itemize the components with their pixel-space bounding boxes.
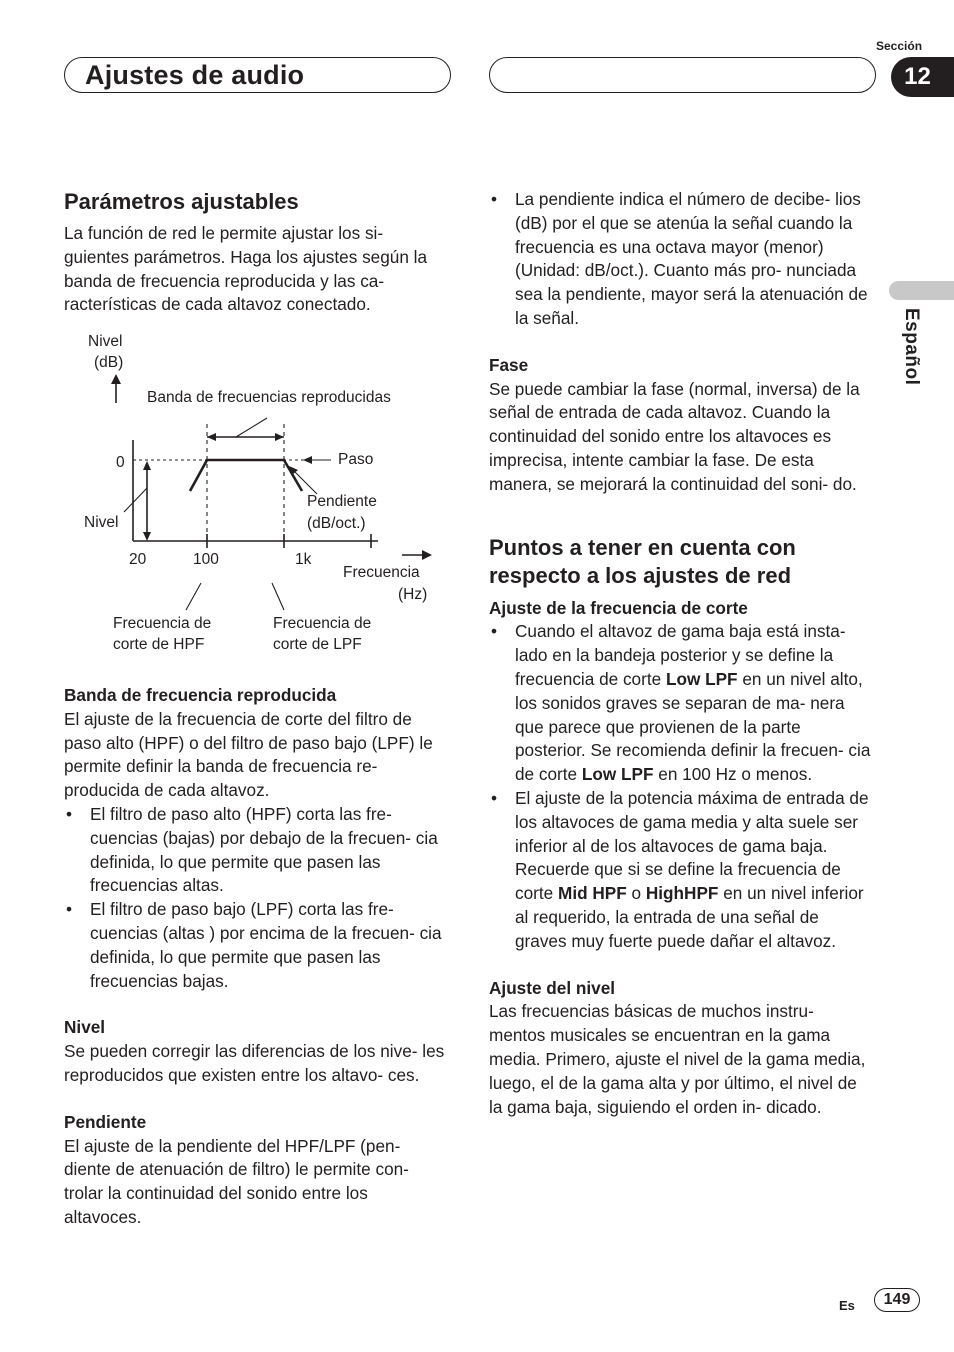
left-column-body bbox=[64, 684, 449, 1230]
section-label: Sección bbox=[876, 39, 923, 53]
diagram-lpf-label-1: Frecuencia de bbox=[273, 615, 372, 632]
corte-b1-text-3: en 100 Hz o menos. bbox=[653, 764, 813, 785]
diagram-nivel-label: Nivel bbox=[84, 514, 119, 531]
lpf-leader bbox=[272, 583, 284, 610]
heading-puntos: Puntos a tener en cuenta con respecto a los ajustes de red bbox=[489, 534, 796, 588]
footer-language: Es bbox=[839, 1298, 855, 1313]
corte-b1-text-1: Cuando el altavoz de gama baja está insta- lado en la bandeja posterior y se define la frecuencia de corte bbox=[515, 621, 846, 689]
corte-bullet-2 bbox=[489, 787, 874, 954]
pendiente-arrowhead bbox=[289, 466, 298, 475]
heading-ajuste-nivel: Ajuste del nivel bbox=[489, 977, 616, 998]
heading-nivel: Nivel bbox=[64, 1017, 106, 1038]
freq-arrowhead bbox=[422, 550, 432, 560]
header-blank-box bbox=[489, 57, 876, 93]
diagram-tick-1k: 1k bbox=[295, 551, 312, 568]
diagram-hpf-label-2: corte de HPF bbox=[113, 636, 205, 653]
heading-fase: Fase bbox=[489, 354, 529, 375]
diagram-hpf-label-1: Frecuencia de bbox=[113, 615, 212, 632]
diagram-band-label: Banda de frecuencias reproducidas bbox=[147, 389, 391, 406]
corte-bullet-1 bbox=[489, 620, 874, 787]
diagram-paso-label: Paso bbox=[338, 451, 374, 468]
corte-bullet-list bbox=[489, 620, 874, 953]
paso-arrowhead bbox=[303, 456, 312, 464]
slope-bullet: • La pendiente indica el número de decibe- lios (dB) por el que se atenúa la señal cuando la frecuencia es una octava mayor (menor) (Unidad: dB/oct.). Cuanto más pro- nunciada sea la pendiente, mayor será la atenuación de la señal. bbox=[489, 188, 874, 331]
page-title: Ajustes de audio bbox=[85, 60, 305, 90]
corte-b2-text-2: o bbox=[626, 883, 646, 904]
heading-banda: Banda de frecuencia reproducida bbox=[64, 685, 337, 705]
diagram-y-label-2: (dB) bbox=[94, 354, 124, 371]
banda-bullet-lpf: • El filtro de paso bajo (LPF) corta las fre- cuencias (altas ) por encima de la frecuen- cia definida, lo que permite que pasen las frecuencias bajas. bbox=[64, 898, 449, 993]
level-arrow-top bbox=[143, 461, 151, 470]
corte-b2-bold-1: Mid HPF bbox=[558, 883, 627, 904]
diagram-tick-20: 20 bbox=[129, 551, 147, 568]
right-column bbox=[489, 188, 874, 1119]
hpf-leader bbox=[186, 583, 201, 610]
corte-b2-text-1: El ajuste de la potencia máxima de entrada de los altavoces de gama media y alta suele ser inferior al de los altavoces de gama baja. Recuerde que si se define la frecuencia de corte bbox=[515, 787, 869, 904]
banda-text: El ajuste de la frecuencia de corte del filtro de paso alto (HPF) o del filtro de paso bajo (LPF) le permite definir la banda de frecuencia re- producida de cada altavoz. bbox=[64, 708, 433, 801]
heading-pendiente: Pendiente bbox=[64, 1111, 147, 1132]
ajuste-nivel-text: Las frecuencias básicas de muchos instru- mentos musicales se encuentran en la gama media. Primero, ajuste el nivel de la gama media, luego, el de la gama alta y por último, el nivel de la gama baja, siguiendo el orden in- dicado. bbox=[489, 1001, 866, 1117]
header-title-box bbox=[64, 57, 451, 93]
corte-b1-bold-2: Low LPF bbox=[581, 764, 654, 785]
diagram-pendiente-label-1: Pendiente bbox=[307, 493, 377, 510]
corte-b2-text-3: en un nivel inferior al requerido, la entrada de una señal de graves muy fuerte puede dañar el altavoz. bbox=[515, 883, 864, 951]
diagram-tick-100: 100 bbox=[193, 551, 219, 568]
side-language-label: Español bbox=[901, 308, 922, 386]
section-number-badge: 12 bbox=[891, 57, 954, 97]
corte-b2-bold-2: HighHPF bbox=[645, 883, 719, 904]
nivel-leader bbox=[124, 488, 147, 512]
pendiente-text: El ajuste de la pendiente del HPF/LPF (pen- diente de atenuación de filtro) le permite con- trolar la continuidad del sonido entre los altavoces. bbox=[64, 1135, 409, 1227]
band-arrow-left bbox=[207, 433, 216, 441]
diagram-lpf-label-2: corte de LPF bbox=[273, 636, 362, 653]
page-number: 149 bbox=[874, 1288, 920, 1312]
nivel-text: Se pueden corregir las diferencias de los nive- les reproducidos que existen entre los altavo- ces. bbox=[64, 1041, 445, 1085]
slope-bullet-list bbox=[489, 188, 874, 331]
level-arrow-bottom bbox=[143, 532, 151, 541]
intro-text: La función de red le permite ajustar los si- guientes parámetros. Haga los ajustes según la banda de frecuencia reproducida y las ca- racterísticas de cada altavoz conectado. bbox=[64, 223, 428, 315]
corte-b1-text-2: en un nivel alto, los sonidos graves se separan de ma- nera que parece que provienen de la parte posterior. Se recomienda definir la frecuen- cia de corte bbox=[515, 668, 871, 785]
left-column-intro bbox=[64, 188, 449, 317]
diagram-pendiente-label-2: (dB/oct.) bbox=[307, 515, 366, 532]
diagram-freq-label-1: Frecuencia bbox=[343, 564, 420, 581]
db-arrowhead bbox=[111, 374, 121, 384]
side-tab-marker bbox=[889, 281, 954, 300]
heading-corte: Ajuste de la frecuencia de corte bbox=[489, 597, 748, 618]
band-leader bbox=[236, 418, 267, 437]
response-curve bbox=[190, 460, 302, 491]
diagram-y-label-1: Nivel bbox=[88, 333, 123, 350]
diagram-freq-label-2: (Hz) bbox=[398, 586, 428, 603]
band-arrow-right bbox=[275, 433, 284, 441]
heading-parametros: Parámetros ajustables bbox=[64, 189, 299, 214]
banda-bullet-hpf: • El filtro de paso alto (HPF) corta las fre- cuencias (bajas) por debajo de la frecuen- cia definida, lo que permite que pasen las frecuencias altas. bbox=[64, 803, 449, 898]
fase-text: Se puede cambiar la fase (normal, inversa) de la señal de entrada de cada altavoz. Cuando la continuidad del sonido entre los altavoces es imprecisa, intente cambiar la fase. De esta manera, se mejorará la continuidad del soni- do. bbox=[489, 378, 860, 494]
corte-b1-bold-1: Low LPF bbox=[665, 668, 738, 689]
diagram-zero-label: 0 bbox=[116, 454, 125, 471]
banda-bullet-list bbox=[64, 803, 449, 993]
